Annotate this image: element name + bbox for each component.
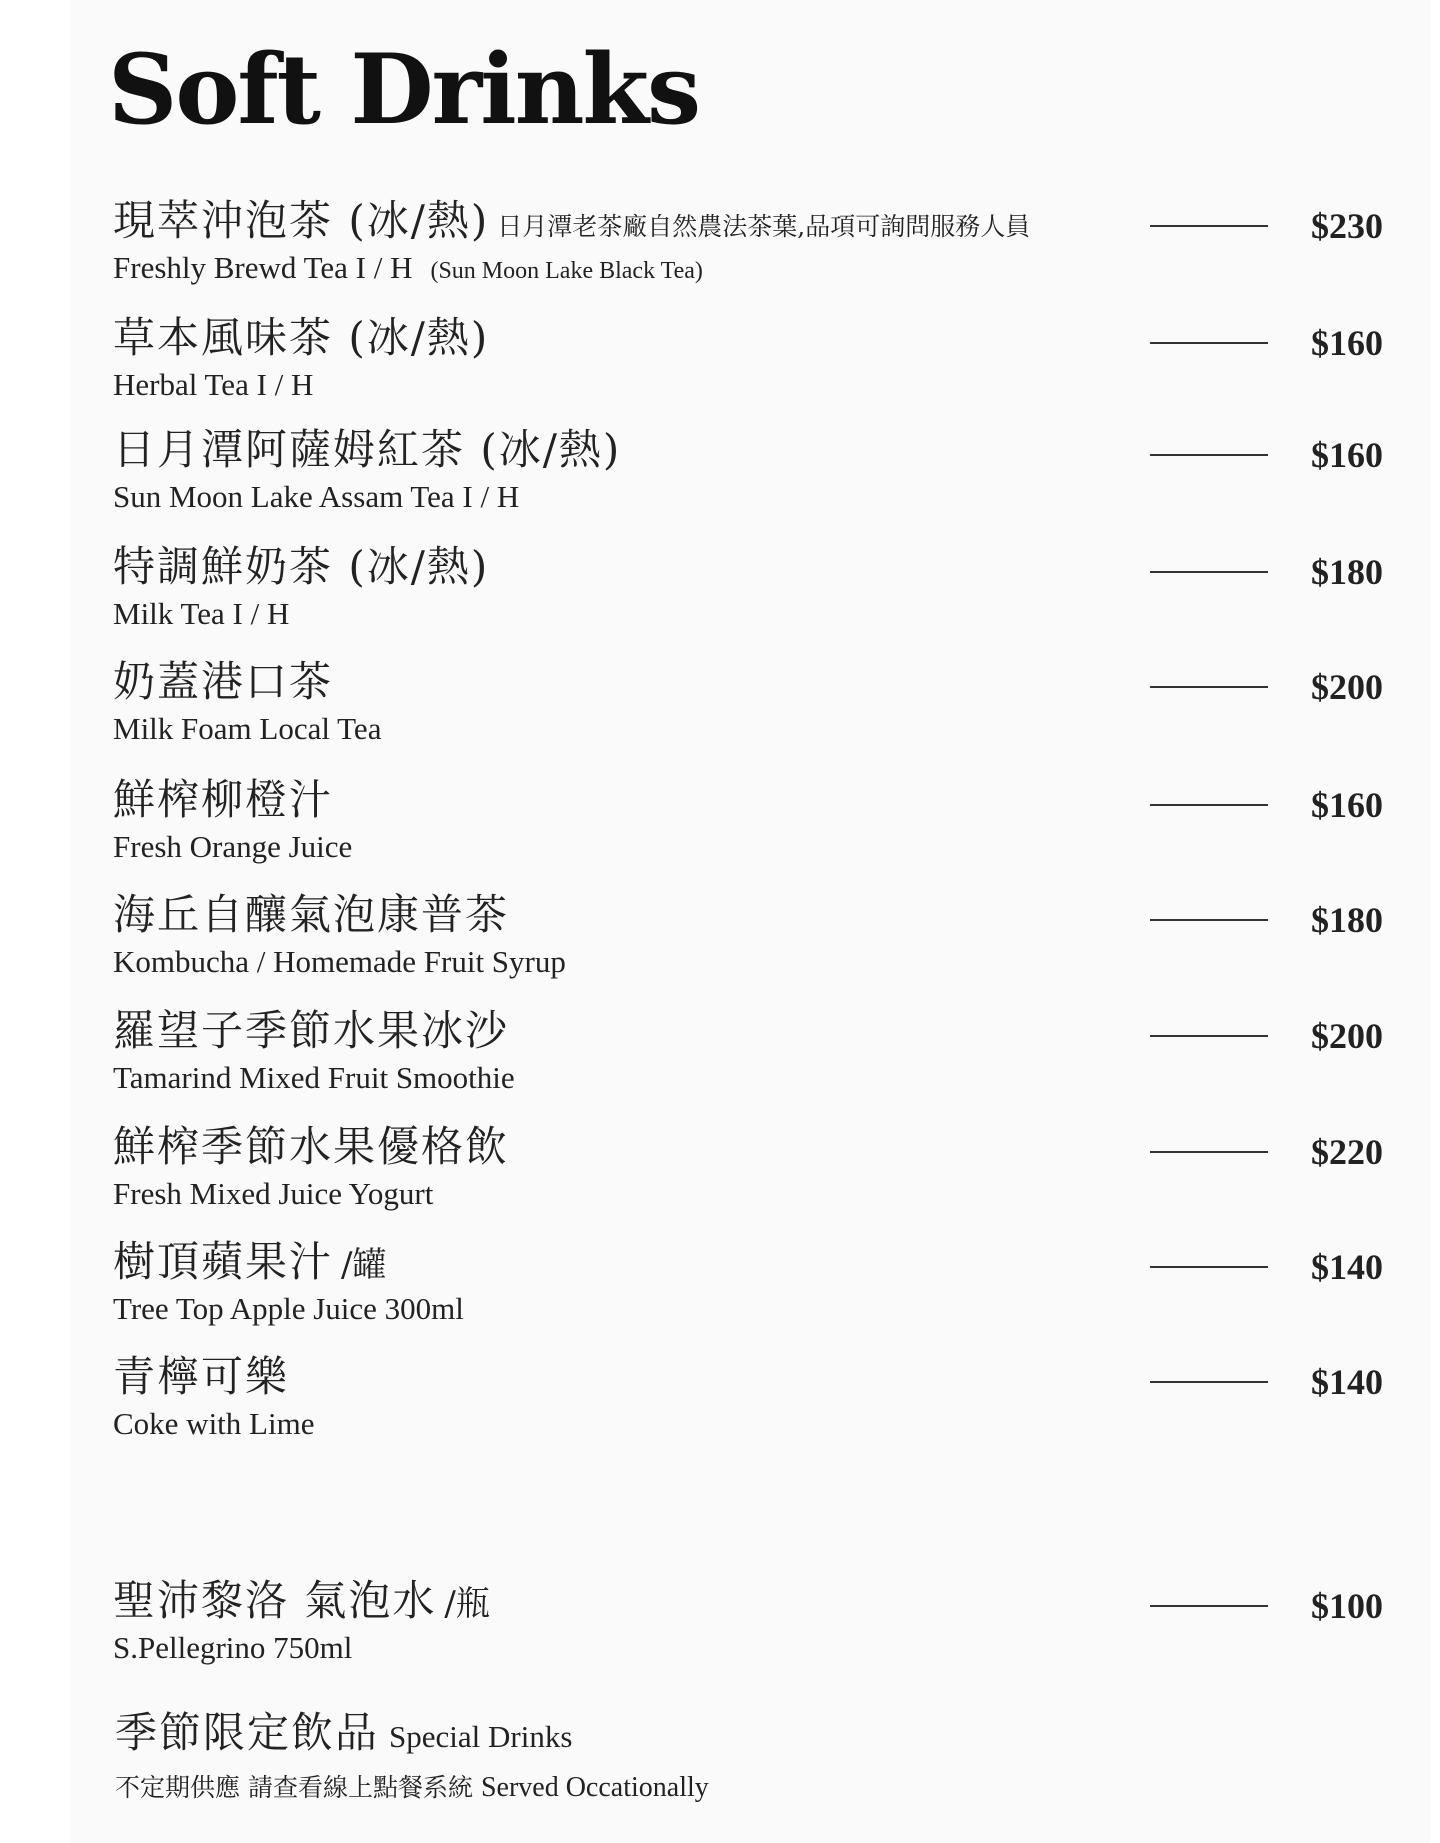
menu-item [113,1352,1383,1466]
item-name-zh: 海丘自釀氣泡康普茶 [113,890,510,939]
item-price: $160 [1311,323,1383,363]
item-name-en: Fresh Orange Juice [113,829,353,864]
item-price: $140 [1311,1362,1383,1402]
item-price: $220 [1311,1132,1383,1172]
item-name-zh: 特調鮮奶茶 (冰/熱) [113,542,490,591]
menu-item [113,1237,1383,1351]
menu-item [113,775,1383,889]
item-name-zh: 奶蓋港口茶 [113,657,334,706]
item-name-en: Milk Foam Local Tea [113,711,382,746]
price-leader-line [1150,571,1268,573]
price-leader-line [1150,1035,1268,1037]
menu-item [113,313,1383,427]
page-title: Soft Drinks [108,33,700,146]
menu-item [113,1006,1383,1120]
item-name-en: Herbal Tea I / H [113,367,314,402]
special-note-en: Served Occationally [480,1772,709,1803]
price-leader-line [1150,225,1268,227]
item-price: $180 [1311,552,1383,592]
item-name-en: Freshly Brewd Tea I / H [113,250,413,285]
item-name-en: Milk Tea I / H [113,596,290,631]
item-name-en: Kombucha / Homemade Fruit Syrup [113,944,566,979]
special-title-en: Special Drinks [389,1719,573,1754]
special-drinks-section [115,1708,1015,1803]
price-leader-line [1150,686,1268,688]
item-name-en: Tree Top Apple Juice 300ml [113,1291,464,1326]
item-name-en: Coke with Lime [113,1406,315,1441]
price-leader-line [1150,454,1268,456]
price-leader-line [1150,919,1268,921]
item-name-zh: 聖沛黎洛 氣泡水 [113,1576,437,1625]
item-unit: /罐 [341,1245,387,1285]
item-name-zh: 樹頂蘋果汁 [113,1237,334,1286]
price-leader-line [1150,1151,1268,1153]
price-leader-line [1150,342,1268,344]
menu-item [113,657,1383,771]
item-price: $180 [1311,900,1383,940]
item-note-zh: 日月潭老茶廠自然農法茶葉,品項可詢問服務人員 [497,212,1031,241]
item-price: $160 [1311,435,1383,475]
item-price: $140 [1311,1247,1383,1287]
menu-item [113,542,1383,656]
item-name-en: Tamarind Mixed Fruit Smoothie [113,1060,515,1095]
menu-item [113,196,1383,310]
item-note-en: (Sun Moon Lake Black Tea) [430,258,703,284]
item-name-zh: 青檸可樂 [113,1352,290,1401]
item-name-en: Fresh Mixed Juice Yogurt [113,1176,434,1211]
item-name-zh: 羅望子季節水果冰沙 [113,1006,510,1055]
item-name-zh: 現萃沖泡茶 (冰/熱) [113,196,490,245]
item-unit: /瓶 [444,1584,490,1624]
item-price: $230 [1311,206,1383,246]
price-leader-line [1150,1381,1268,1383]
item-name-zh: 鮮榨柳橙汁 [113,775,334,824]
price-leader-line [1150,1605,1268,1607]
item-price: $100 [1311,1586,1383,1626]
item-price: $200 [1311,1016,1383,1056]
menu-item [113,1122,1383,1236]
item-name-zh: 日月潭阿薩姆紅茶 (冰/熱) [113,425,622,474]
price-leader-line [1150,1266,1268,1268]
price-leader-line [1150,804,1268,806]
menu-item [113,890,1383,1004]
menu-item [113,425,1383,539]
item-price: $200 [1311,667,1383,707]
item-name-zh: 鮮榨季節水果優格飲 [113,1122,510,1171]
item-name-en: S.Pellegrino 750ml [113,1630,353,1665]
item-name-zh: 草本風味茶 (冰/熱) [113,313,490,362]
special-note-zh: 不定期供應 請查看線上點餐系統 [115,1773,473,1802]
item-name-en: Sun Moon Lake Assam Tea I / H [113,479,520,514]
item-price: $160 [1311,785,1383,825]
menu-item [113,1576,1383,1690]
special-title-zh: 季節限定飲品 [115,1708,380,1757]
